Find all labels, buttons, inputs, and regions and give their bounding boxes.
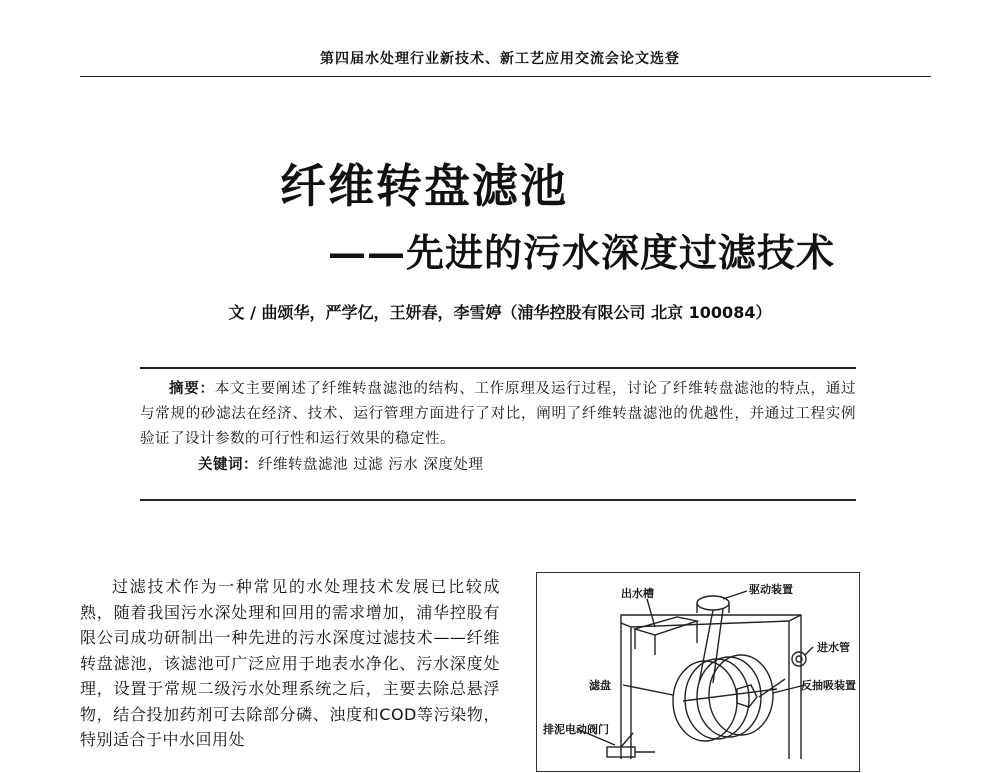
inlet-pipe-shape (792, 652, 806, 666)
label-inlet-pipe: 进水管 (817, 641, 850, 654)
label-sludge-valve: 排泥电动阀门 (543, 723, 609, 736)
abstract-block (140, 376, 856, 478)
running-header: 第四届水处理行业新技术、新工艺应用交流会论文选登 (320, 51, 680, 67)
label-filter-disc: 滤盘 (589, 679, 611, 692)
keywords-label: 关键词： (198, 456, 258, 473)
abstract-rule-bottom (140, 499, 856, 501)
keywords-text: 纤维转盘滤池 过滤 污水 深度处理 (258, 457, 484, 473)
abstract-paragraph (140, 376, 856, 452)
paper-subtitle: ——先进的污水深度过滤技术 (328, 230, 836, 275)
abstract-text: 本文主要阐述了纤维转盘滤池的结构、工作原理及运行过程，讨论了纤维转盘滤池的特点，通过与常规的砂滤法在经济、技术、运行管理方面进行了对比，阐明了纤维转盘滤池的优越性，并通过工程实例验证了设计参数的可行性和运行效果的稳定性。 (140, 381, 857, 447)
label-backwash-device: 反抽吸装置 (801, 679, 856, 692)
body-paragraph: 过滤技术作为一种常见的水处理技术发展已比较成熟，随着我国污水深处理和回用的需求增加，浦华控股有限公司成功研制出一种先进的污水深度过滤技术——纤维转盘滤池，该滤池可广泛应用于地表水净化、污水深度处理，设置于常规二级污水处理系统之后，主要去除总悬浮物，结合投加药剂可去除部分磷、浊度和COD等污染物，特别适合于中水回用处 (80, 577, 500, 749)
paper-title: 纤维转盘滤池 (280, 159, 568, 213)
abstract-label: 摘要： (169, 380, 215, 397)
filter-disc-4 (709, 655, 773, 735)
filter-disc-3 (697, 657, 761, 737)
label-outlet-trough: 出水槽 (621, 587, 654, 600)
disc-hub (737, 685, 757, 707)
filter-disc-1 (673, 661, 737, 741)
filter-diagram-figure (536, 572, 860, 772)
header-rule (80, 76, 931, 77)
abstract-rule-top (140, 367, 856, 369)
label-drive-unit: 驱动装置 (749, 583, 793, 596)
filter-diagram-drawing (537, 573, 861, 773)
keywords-line (140, 452, 856, 478)
author-byline: 文 / 曲颂华，严学亿，王妍春，李雪婷（浦华控股有限公司 北京 100084） (228, 303, 772, 322)
